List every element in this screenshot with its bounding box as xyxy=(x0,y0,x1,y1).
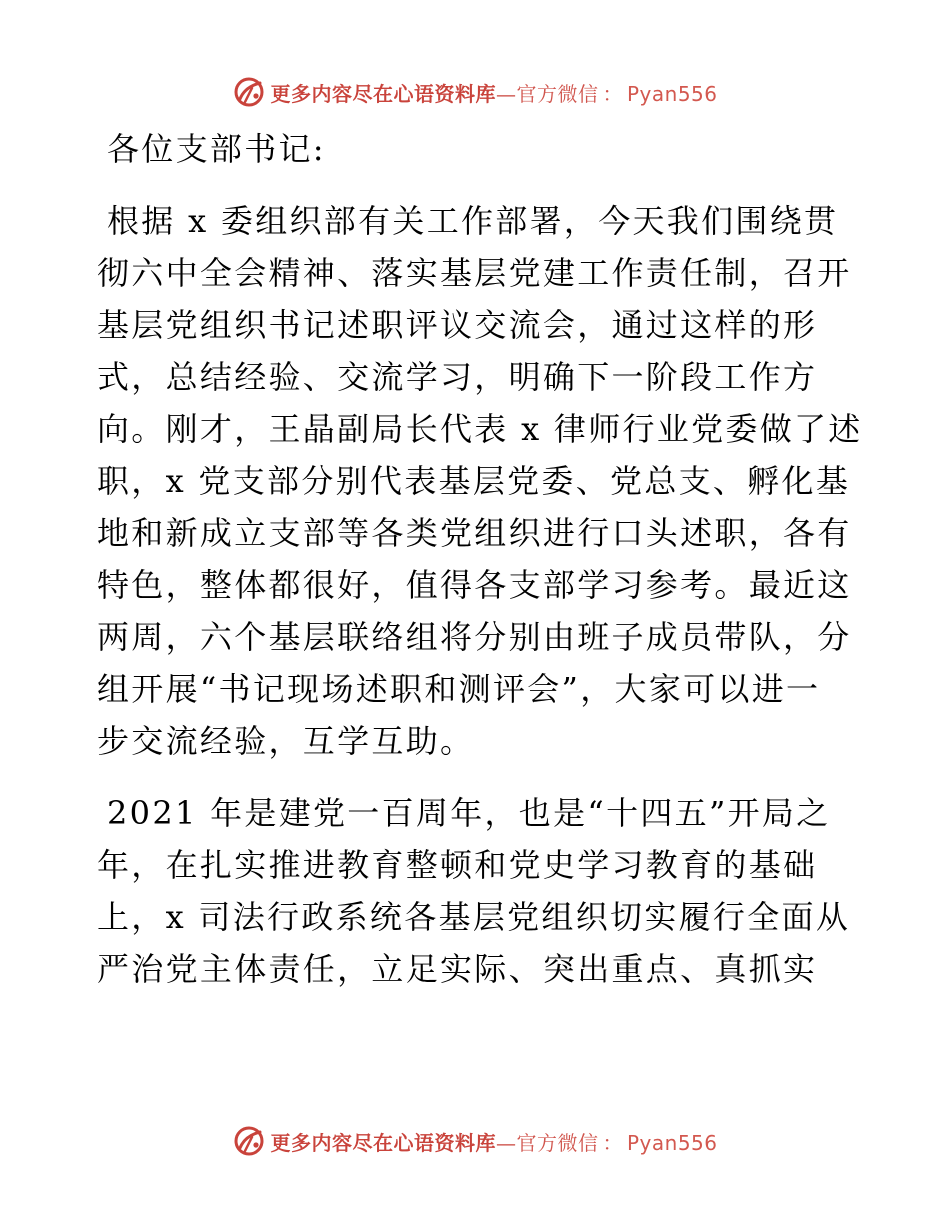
paragraph-gap xyxy=(97,175,855,195)
watermark-separator: ： xyxy=(602,1130,623,1155)
paragraph-1 xyxy=(97,195,863,767)
paragraph-gap xyxy=(97,767,855,787)
text-line: 特色，整体都很好，值得各支部学习参考。最近这 xyxy=(97,566,852,604)
text-line: 2021 年是建党一百周年，也是“十四五”开局之 xyxy=(107,794,831,832)
document-body xyxy=(97,123,863,995)
footer-watermark xyxy=(0,1121,950,1161)
logo-icon xyxy=(232,75,266,109)
watermark-dash: — xyxy=(495,81,517,106)
text-line: 彻六中全会精神、落实基层党建工作责任制，召开 xyxy=(97,254,852,292)
watermark-text xyxy=(270,78,717,107)
text-line: 上，x 司法行政系统各基层党组织切实履行全面从 xyxy=(97,898,851,936)
watermark-text xyxy=(270,1127,717,1156)
logo-icon xyxy=(232,1124,266,1158)
watermark-wx-label: 官方微信 xyxy=(516,1130,599,1155)
text-line: 步交流经验，互学互助。 xyxy=(97,722,475,760)
header-watermark xyxy=(0,72,950,112)
text-line: 两周，六个基层联络组将分别由班子成员带队，分 xyxy=(97,618,852,656)
watermark-separator: ： xyxy=(602,81,623,106)
text-line: 年，在扎实推进教育整顿和党史学习教育的基础 xyxy=(97,846,818,884)
text-line: 根据 x 委组织部有关工作部署，今天我们围绕贯 xyxy=(107,202,839,240)
watermark-dash: — xyxy=(495,1130,517,1155)
watermark-main: 更多内容尽在心语资料库 xyxy=(270,81,496,106)
text-line: 组开展“书记现场述职和测评会”，大家可以进一 xyxy=(97,670,821,708)
text-line: 式，总结经验、交流学习，明确下一阶段工作方 xyxy=(97,358,818,396)
watermark-wx-id: Pyan556 xyxy=(626,1130,718,1155)
text-line: 严治党主体责任，立足实际、突出重点、真抓实 xyxy=(97,950,818,988)
paragraph-2 xyxy=(97,787,855,995)
text-line: 地和新成立支部等各类党组织进行口头述职，各有 xyxy=(97,514,852,552)
text-line: 职，x 党支部分别代表基层党委、党总支、孵化基 xyxy=(97,462,851,500)
text-line: 基层党组织书记述职评议交流会，通过这样的形 xyxy=(97,306,818,344)
text-line: 向。刚才，王晶副局长代表 x 律师行业党委做了述 xyxy=(97,410,863,448)
watermark-main: 更多内容尽在心语资料库 xyxy=(270,1130,496,1155)
watermark-wx-label: 官方微信 xyxy=(516,81,599,106)
salutation: 各位支部书记: xyxy=(107,130,326,168)
watermark-wx-id: Pyan556 xyxy=(626,81,718,106)
